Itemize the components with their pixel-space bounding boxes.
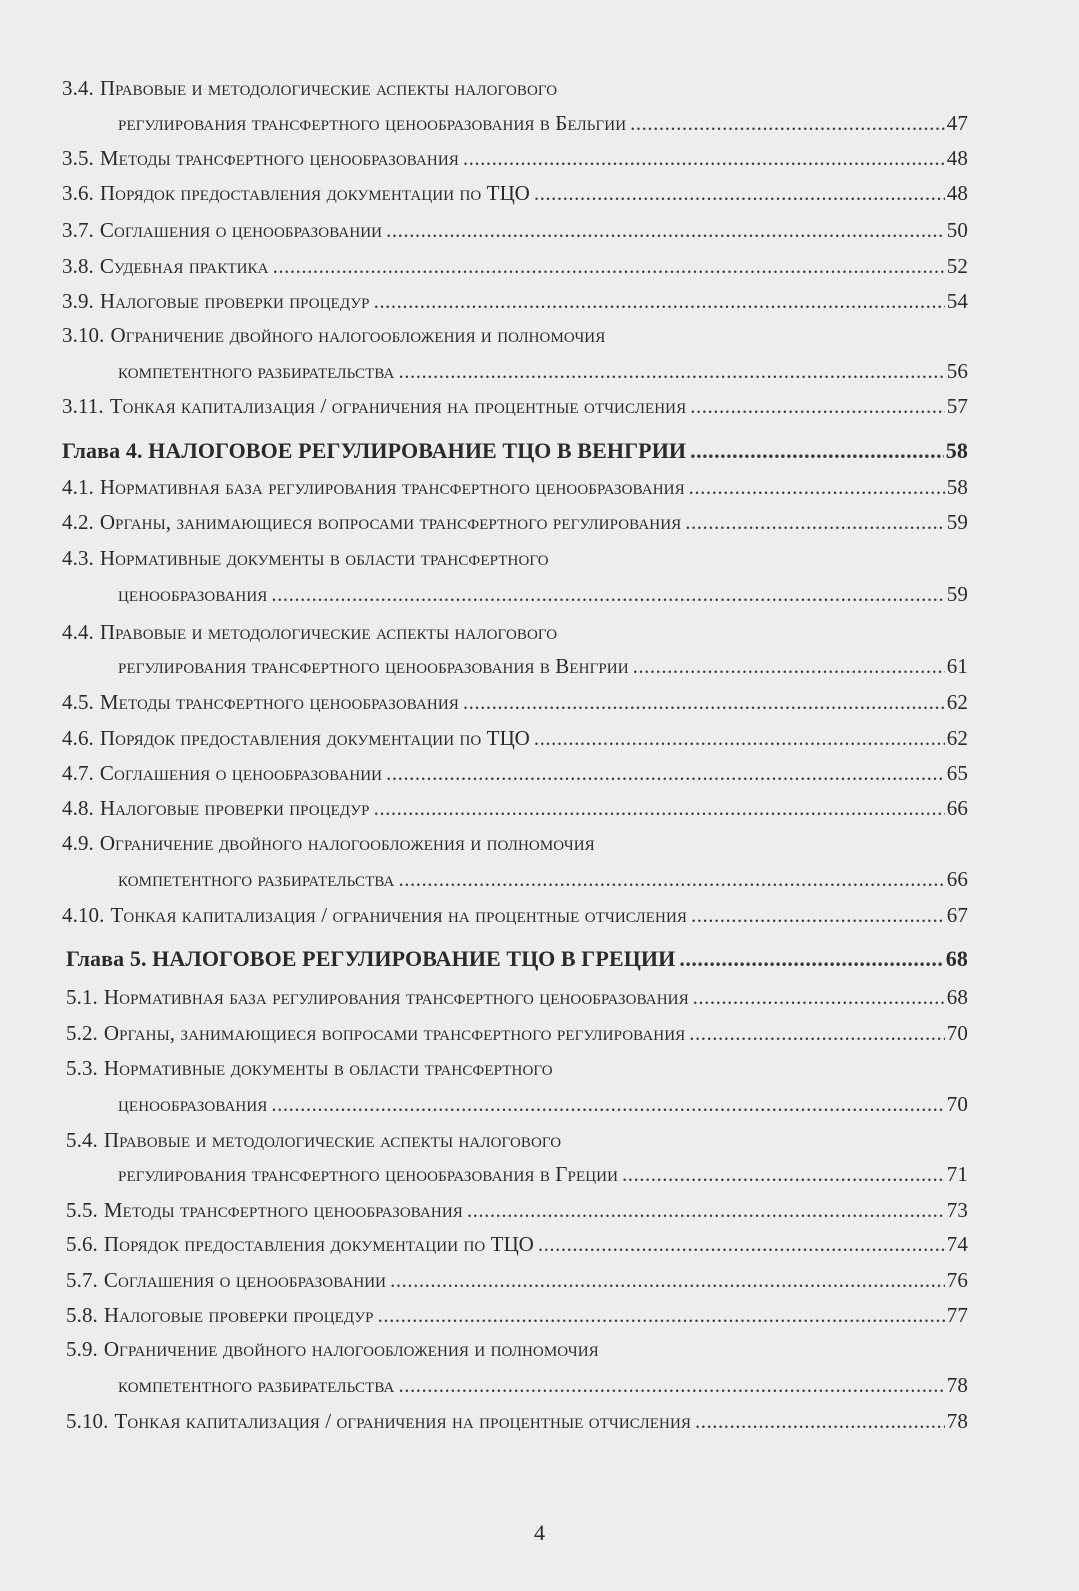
toc-entry-number: 5.4. [66,1128,98,1152]
dot-leader [534,180,945,206]
toc-entry-title: компетентного разбирательства [118,867,395,891]
toc-entry [62,689,968,715]
toc-entry-number: 5.3. [66,1056,98,1080]
dot-leader [374,795,945,821]
dot-leader [630,110,945,136]
toc-entry [62,760,968,786]
toc-entry-title: Глава 4. НАЛОГОВОЕ РЕГУЛИРОВАНИЕ ТЦО В ВЕНГРИИ [62,438,687,463]
toc-page-number: 67 [946,903,968,927]
toc-entry-title: регулирования трансфертного ценообразования в Венгрии [118,654,629,678]
toc-entry-title: Ограничение двойного налогообложения и полномочия [110,323,606,347]
dot-leader [633,653,945,679]
toc-entry-continuation [118,110,968,136]
toc-entry [66,1267,968,1293]
toc-page-number: 62 [946,690,968,714]
toc-entry [62,253,968,279]
dot-leader [679,946,943,972]
toc-entry-title: Налоговые проверки процедур [103,1303,374,1327]
toc-entry [62,902,968,928]
dot-leader [467,1197,945,1223]
dot-leader [271,581,944,607]
page-number: 4 [534,1520,545,1545]
toc-page-number: 52 [946,254,968,278]
toc-entry-title: Нормативные документы в области трансфертного [99,546,549,570]
toc-page-number: 47 [946,111,968,135]
toc-entry-title: Соглашения о ценообразовании [99,218,383,242]
toc-entry-continuation [118,358,968,384]
toc-page-number: 66 [946,867,968,891]
dot-leader [398,1372,944,1398]
toc-entry [66,1197,968,1223]
toc-entry-number: 3.7. [62,218,94,242]
toc-entry-title: Тонкая капитализация / ограничения на процентные отчисления [109,394,687,418]
toc-entry [66,984,968,1010]
toc-entry-title: Порядок предоставления документации по ТЦО [103,1232,534,1256]
dot-leader [398,866,944,892]
toc-page-number: 68 [946,985,968,1009]
toc-entry-title: Правовые и методологические аспекты налогового [103,1128,562,1152]
dot-leader [690,438,944,464]
dot-leader [398,358,944,384]
toc-page-number: 65 [946,761,968,785]
toc-entry-number: 5.1. [66,985,98,1009]
dot-leader [271,1091,944,1117]
toc-entry-continuation [118,1161,968,1187]
toc-entry-number: 3.10. [62,323,105,347]
dot-leader [691,902,945,928]
toc-entry-title: Соглашения о ценообразовании [103,1268,387,1292]
toc-entry [66,1231,968,1257]
toc-page-number: 71 [946,1162,968,1186]
toc-page-number: 59 [946,582,968,606]
toc-entry-continuation [118,581,968,607]
toc-entry-number: 4.10. [62,903,105,927]
toc-entry-first-line [62,830,968,856]
toc-entry-title: регулирования трансфертного ценообразования в Греции [118,1162,619,1186]
toc-entry-first-line [62,619,968,645]
toc-entry-title: Тонкая капитализация / ограничения на процентные отчисления [110,903,687,927]
toc-entry-first-line [66,1055,968,1081]
toc-entry-first-line [66,1127,968,1153]
dot-leader [689,474,945,500]
toc-entry-continuation [118,653,968,679]
toc-entry-continuation [118,1091,968,1117]
toc-entry-number: 3.5. [62,146,94,170]
toc-page-number: 58 [946,475,968,499]
toc-entry-number: 3.11. [62,394,104,418]
dot-leader [386,217,945,243]
toc-page-number: 78 [946,1409,968,1433]
toc-page-number: 62 [946,726,968,750]
toc-entry-title: Методы трансфертного ценообразования [99,146,459,170]
toc-page-number: 48 [946,181,968,205]
toc-entry-number: 4.5. [62,690,94,714]
toc-entry-number: 5.6. [66,1232,98,1256]
toc-entry-title: Методы трансфертного ценообразования [103,1198,463,1222]
toc-entry-number: 5.7. [66,1268,98,1292]
toc-entry-title: Порядок предоставления документации по ТЦО [99,726,530,750]
toc-entry-number: 3.4. [62,76,94,100]
toc-entry-title: Правовые и методологические аспекты налогового [99,620,558,644]
toc-page-number: 70 [946,1092,968,1116]
toc-entry [62,725,968,751]
toc-entry-title: Налоговые проверки процедур [99,796,370,820]
toc-entry-title: компетентного разбирательства [118,359,395,383]
toc-page-number: 50 [946,218,968,242]
dot-leader [689,1020,945,1046]
toc-entry-number: 4.7. [62,761,94,785]
toc-entry-title: Тонкая капитализация / ограничения на процентные отчисления [114,1409,691,1433]
toc-page-number: 76 [946,1268,968,1292]
toc-entry-continuation [118,1372,968,1398]
dot-leader [538,1231,945,1257]
toc-page-number: 54 [946,289,968,313]
toc-entry-number: 4.3. [62,546,94,570]
toc-entry-title: компетентного разбирательства [118,1373,395,1397]
dot-leader [273,253,945,279]
toc-entry-title: Нормативная база регулирования трансфертного ценообразования [99,475,685,499]
toc-entry-title: Органы, занимающиеся вопросами трансфертного регулирования [103,1021,686,1045]
toc-entry-title: Соглашения о ценообразовании [99,761,383,785]
toc-page-number: 70 [946,1021,968,1045]
toc-chapter-heading [62,438,968,464]
toc-entry-title: ценообразования [118,582,268,606]
toc-entry-number: 4.1. [62,475,94,499]
toc-chapter-heading [66,946,968,972]
dot-leader [685,509,945,535]
toc-entry [62,217,968,243]
toc-entry-number: 5.2. [66,1021,98,1045]
toc-entry-title: Методы трансфертного ценообразования [99,690,459,714]
toc-entry [62,180,968,206]
toc-page-number: 73 [946,1198,968,1222]
toc-page-number: 58 [945,438,968,463]
toc-entry [62,288,968,314]
toc-entry-number: 3.8. [62,254,94,278]
toc-page-number: 59 [946,510,968,534]
toc-entry-title: Судебная практика [99,254,269,278]
toc-page-number: 61 [946,654,968,678]
dot-leader [386,760,945,786]
toc-entry-title: Налоговые проверки процедур [99,289,370,313]
dot-leader [378,1302,945,1328]
toc-entry-title: Ограничение двойного налогообложения и полномочия [103,1337,599,1361]
toc-entry-number: 5.9. [66,1337,98,1361]
toc-page-number: 68 [945,946,968,971]
toc-entry-first-line [62,322,968,348]
toc-entry [66,1408,968,1434]
toc-entry-title: Правовые и методологические аспекты налогового [99,76,558,100]
toc-entry-number: 4.4. [62,620,94,644]
toc-entry [62,393,968,419]
toc-entry-title: Нормативная база регулирования трансфертного ценообразования [103,985,689,1009]
toc-entry-number: 4.6. [62,726,94,750]
toc-entry [62,145,968,171]
toc-entry-number: 4.8. [62,796,94,820]
toc-entry-first-line [62,545,968,571]
toc-entry [62,795,968,821]
toc-entry-title: Глава 5. НАЛОГОВОЕ РЕГУЛИРОВАНИЕ ТЦО В ГРЕЦИИ [66,946,676,971]
toc-entry-title: Нормативные документы в области трансфертного [103,1056,553,1080]
toc-entry-title: Ограничение двойного налогообложения и полномочия [99,831,595,855]
toc-page-number: 48 [946,146,968,170]
toc-entry [66,1302,968,1328]
toc-page-number: 66 [946,796,968,820]
toc-entry-number: 3.9. [62,289,94,313]
toc-entry-number: 5.8. [66,1303,98,1327]
toc-page-number: 74 [946,1232,968,1256]
dot-leader [463,145,945,171]
toc-entry-first-line [62,75,968,101]
dot-leader [695,1408,945,1434]
toc-entry [66,1020,968,1046]
dot-leader [463,689,945,715]
toc-page-number: 77 [946,1303,968,1327]
toc-entry-number: 5.5. [66,1198,98,1222]
toc-entry-title: регулирования трансфертного ценообразования в Бельгии [118,111,627,135]
toc-entry-number: 3.6. [62,181,94,205]
toc-entry-first-line [66,1336,968,1362]
toc-entry-title: Порядок предоставления документации по ТЦО [99,181,530,205]
toc-entry-number: 4.2. [62,510,94,534]
dot-leader [690,393,945,419]
toc-entry-number: 5.10. [66,1409,109,1433]
dot-leader [622,1161,945,1187]
dot-leader [534,725,945,751]
toc-entry-title: ценообразования [118,1092,268,1116]
dot-leader [390,1267,945,1293]
toc-entry [62,474,968,500]
toc-page-number: 56 [946,359,968,383]
toc-entry [62,509,968,535]
toc-page-number: 57 [946,394,968,418]
toc-entry-title: Органы, занимающиеся вопросами трансфертного регулирования [99,510,682,534]
dot-leader [374,288,945,314]
dot-leader [693,984,945,1010]
toc-entry-number: 4.9. [62,831,94,855]
toc-entry-continuation [118,866,968,892]
toc-page-number: 78 [946,1373,968,1397]
